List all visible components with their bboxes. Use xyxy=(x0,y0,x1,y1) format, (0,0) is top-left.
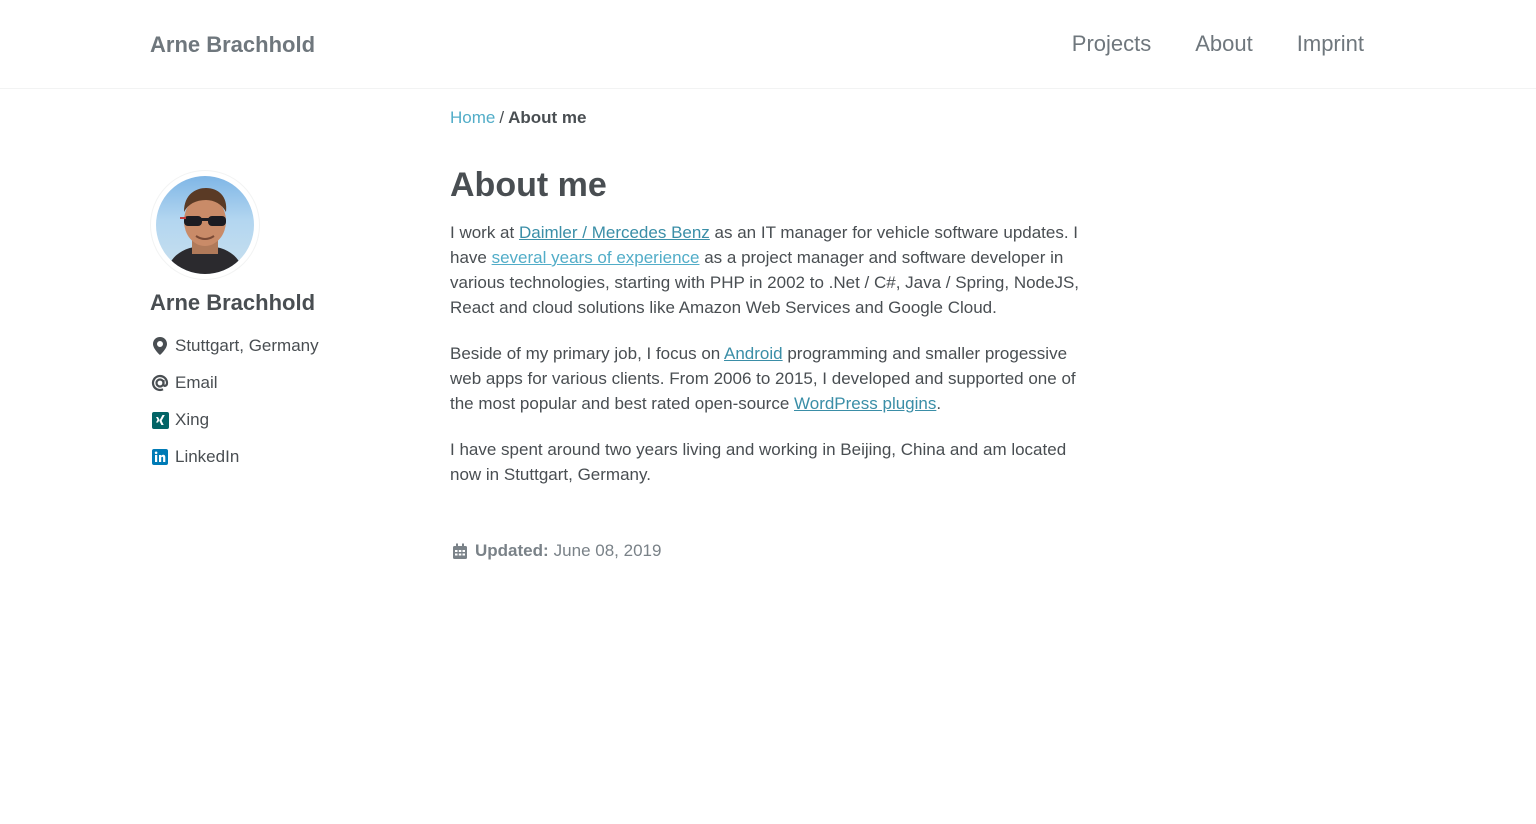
author-xing xyxy=(150,410,319,430)
nav-about-link[interactable]: About xyxy=(1195,31,1253,56)
author-location xyxy=(150,336,319,356)
experience-link[interactable]: several years of experience xyxy=(491,248,700,267)
map-marker-icon xyxy=(150,336,170,356)
avatar xyxy=(150,170,260,280)
nav-projects-link[interactable]: Projects xyxy=(1071,31,1152,56)
paragraph-text: . xyxy=(936,394,942,413)
daimler-link[interactable]: Daimler / Mercedes Benz xyxy=(518,223,710,242)
avatar-photo xyxy=(156,176,254,274)
author-email-link[interactable]: Email xyxy=(175,373,218,392)
nav-imprint-link[interactable]: Imprint xyxy=(1296,31,1364,56)
updated-date: June 08, 2019 xyxy=(553,541,662,560)
paragraph-text: as an IT manager for vehicle software updates. I have xyxy=(450,223,1079,267)
paragraph-text: I work at xyxy=(450,223,519,242)
author-email xyxy=(150,373,319,393)
breadcrumb-home-link[interactable]: Home xyxy=(450,108,496,127)
xing-icon xyxy=(150,410,170,430)
author-xing-link[interactable]: Xing xyxy=(175,410,210,429)
breadcrumb-current: About me xyxy=(508,108,587,127)
author-linkedin-link[interactable]: LinkedIn xyxy=(175,447,240,466)
author-links xyxy=(150,336,319,484)
main-nav xyxy=(1072,31,1364,57)
page-content xyxy=(450,220,1090,508)
content-paragraph-3: I have spent around two years living and working in Beijing, China and am located now in Stuttgart, Germany. xyxy=(450,440,1067,484)
at-sign-icon xyxy=(150,373,170,393)
wordpress-plugins-link[interactable]: WordPress plugins xyxy=(794,394,937,413)
site-title-link[interactable]: Arne Brachhold xyxy=(150,32,316,57)
paragraph-text: programming and smaller progessive web apps for various clients. From 2006 to 2015, I developed and supported one of the most popular and best rated open-source xyxy=(450,344,1076,413)
paragraph-text: as a project manager and software developer in various technologies, starting with PHP in 2002 to .Net / C#, Java / Spring, NodeJS, React and cloud solutions like Amazon Web Services and Google Cloud. xyxy=(450,248,1080,317)
author-linkedin xyxy=(150,447,319,467)
author-location-label: Stuttgart, Germany xyxy=(175,336,319,355)
masthead xyxy=(0,0,1536,89)
android-link[interactable]: Android xyxy=(724,344,783,363)
updated-label: Updated: xyxy=(475,541,549,560)
paragraph-text: Beside of my primary job, I focus on xyxy=(450,344,725,363)
page-updated xyxy=(450,541,661,561)
breadcrumb xyxy=(450,108,586,128)
calendar-icon xyxy=(450,541,470,561)
content-paragraph-1 xyxy=(450,220,1090,320)
breadcrumb-separator: / xyxy=(499,108,505,127)
linkedin-icon xyxy=(150,447,170,467)
avatar-portrait-icon xyxy=(156,176,254,274)
content-paragraph-2 xyxy=(450,341,1090,416)
author-name: Arne Brachhold xyxy=(150,290,316,315)
author-sidebar xyxy=(150,170,410,466)
page-title: About me xyxy=(450,166,607,204)
